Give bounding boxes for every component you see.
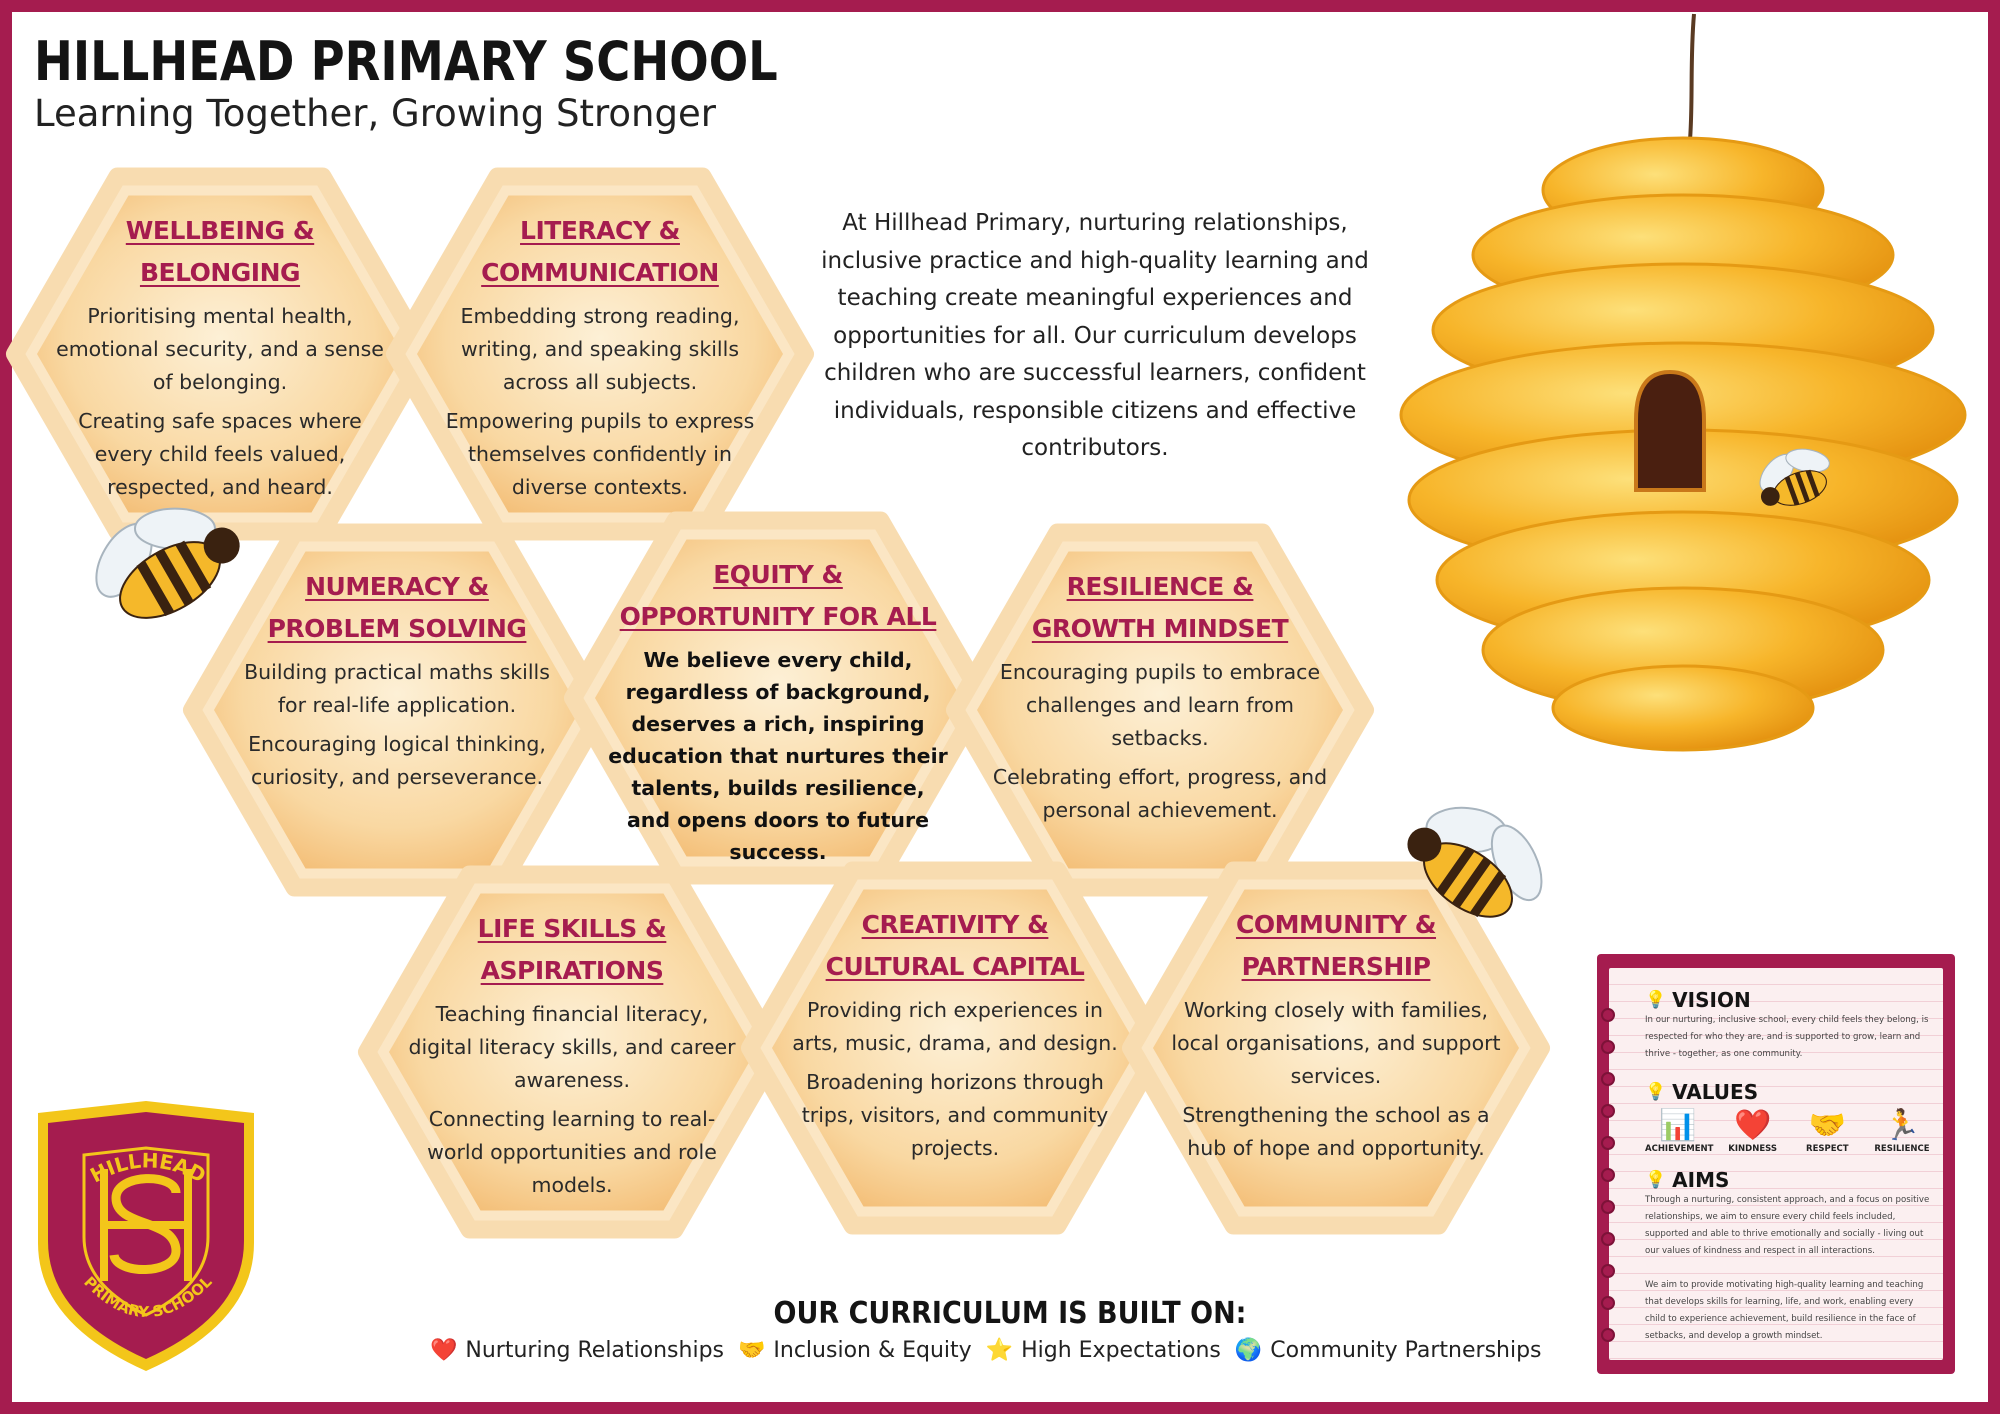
hexagon-paragraph: Building practical maths skills for real-life application. — [244, 660, 550, 717]
notebook-ring — [1601, 1040, 1615, 1054]
hexagon-body — [990, 656, 1330, 827]
hexagon-heading: ASPIRATIONS — [480, 956, 664, 985]
notebook-ring — [1601, 1008, 1615, 1022]
respect-icon: 🤝 — [1808, 1108, 1846, 1143]
hexagon-paragraph: Celebrating effort, progress, and personal achievement. — [992, 765, 1328, 822]
hexagon-body — [785, 994, 1125, 1165]
hexagon-heading: COMMUNICATION — [481, 258, 719, 287]
pillar-label: High Expectations — [1021, 1338, 1221, 1363]
hexagon-paragraph: We believe every child, regardless of background, deserves a rich, inspiring education that nurtures their talents, builds resilience, and opens doors to future success. — [608, 648, 948, 864]
hexagon-body — [50, 300, 390, 504]
value-resilience: 🏃 RESILIENCE — [1869, 1108, 1935, 1154]
hexagon-heading: OPPORTUNITY FOR ALL — [619, 602, 937, 631]
value-kindness: ❤️ KINDNESS — [1720, 1108, 1786, 1154]
pillar-nurturing — [430, 1338, 724, 1363]
hexagon-body — [402, 998, 742, 1202]
aims-text-2: We aim to provide motivating high-quality learning and teaching that develops skills for learning, life, and work, enabling every child to experience achievement, build resilience in the face of setbacks, and develop a growth mindset. — [1645, 1280, 1924, 1341]
hexagon-heading: PARTNERSHIP — [1241, 952, 1431, 981]
hexagon-heading: RESILIENCE & — [1066, 572, 1254, 601]
hexagon-body — [430, 300, 770, 504]
hexagon-heading: LITERACY & — [520, 216, 680, 245]
hexagon-content — [1166, 904, 1506, 1165]
hexagon-paragraph: Prioritising mental health, emotional security, and a sense of belonging. — [56, 304, 384, 394]
hexagon-paragraph: Providing rich experiences in arts, music, drama, and design. — [792, 998, 1118, 1055]
notebook-ring — [1601, 1200, 1615, 1214]
intro-paragraph: At Hillhead Primary, nurturing relationships, inclusive practice and high-quality learning and teaching create meaningful experiences and opportunities for all. Our curriculum develops children who are successful learners, confident individuals, responsible citizens and effective contributors. — [821, 210, 1369, 461]
beehive-illustration — [1401, 14, 1965, 750]
hexagon-paragraph: Creating safe spaces where every child feels valued, respected, and heard. — [78, 409, 362, 499]
hexagon-content — [608, 554, 948, 868]
hexagon-content — [227, 566, 567, 794]
hexagon-heading: COMMUNITY & — [1235, 910, 1437, 939]
aims-section — [1645, 1168, 1935, 1345]
vision-title: VISION — [1672, 988, 1751, 1012]
pillar-inclusion — [738, 1338, 972, 1363]
notebook-ring — [1601, 1168, 1615, 1182]
kindness-icon: ❤️ — [1733, 1108, 1772, 1143]
handshake-icon: 🤝 — [738, 1338, 766, 1363]
hexagon-paragraph: Connecting learning to real-world opportunities and role models. — [427, 1107, 717, 1197]
vision-values-aims-notebook — [1597, 954, 1955, 1374]
hexagon-body — [608, 644, 948, 868]
resilience-icon: 🏃 — [1883, 1108, 1921, 1143]
notebook-paper — [1609, 968, 1943, 1360]
hexagon-paragraph: Working closely with families, local organisations, and support services. — [1171, 998, 1501, 1088]
hexagon-heading: LIFE SKILLS & — [477, 914, 667, 943]
notebook-ring — [1601, 1264, 1615, 1278]
values-title: VALUES — [1672, 1080, 1759, 1104]
hexagon-heading: PROBLEM SOLVING — [267, 614, 527, 643]
hexagon-paragraph: Empowering pupils to express themselves confidently in diverse contexts. — [445, 409, 755, 499]
vision-section — [1645, 988, 1935, 1063]
notebook-ring — [1601, 1328, 1615, 1342]
value-achievement: 📊 ACHIEVEMENT — [1645, 1108, 1714, 1154]
hexagon-heading: GROWTH MINDSET — [1031, 614, 1289, 643]
notebook-ring — [1601, 1104, 1615, 1118]
crest-top-text: HILLHEAD — [86, 1148, 210, 1188]
hexagon-body — [1166, 994, 1506, 1165]
lightbulb-icon: 💡 — [1645, 990, 1667, 1010]
crest-bottom-text: PRIMARY SCHOOL — [80, 1272, 216, 1322]
hexagon-paragraph: Embedding strong reading, writing, and speaking skills across all subjects. — [460, 304, 740, 394]
pillar-label: Nurturing Relationships — [465, 1338, 724, 1363]
notebook-ring — [1601, 1232, 1615, 1246]
hexagon-content — [990, 566, 1330, 827]
lightbulb-icon: 💡 — [1645, 1082, 1667, 1102]
lightbulb-icon: 💡 — [1645, 1170, 1667, 1190]
hexagon-paragraph: Teaching financial literacy, digital literacy skills, and career awareness. — [408, 1002, 736, 1092]
hexagon-heading: CREATIVITY & — [861, 910, 1049, 939]
hexagon-heading: BELONGING — [139, 258, 301, 287]
notebook-ring — [1601, 1296, 1615, 1310]
pillar-community — [1235, 1338, 1542, 1363]
hexagon-heading: NUMERACY & — [305, 572, 489, 601]
hexagon-paragraph: Broadening horizons through trips, visitors, and community projects. — [801, 1070, 1109, 1160]
hexagon-body — [227, 656, 567, 794]
hexagon-paragraph: Encouraging pupils to embrace challenges and learn from setbacks. — [999, 660, 1321, 750]
heart-icon: ❤️ — [430, 1338, 458, 1363]
aims-title: AIMS — [1672, 1168, 1730, 1192]
value-respect: 🤝 RESPECT — [1794, 1108, 1860, 1154]
notebook-ring — [1601, 1136, 1615, 1150]
curriculum-pillars — [430, 1338, 1580, 1363]
hexagon-content — [785, 904, 1125, 1165]
page-subtitle: Learning Together, Growing Stronger — [34, 92, 716, 135]
hexagon-paragraph: Encouraging logical thinking, curiosity, and perseverance. — [248, 732, 546, 789]
curriculum-title: OUR CURRICULUM IS BUILT ON: — [773, 1296, 1247, 1331]
achievement-icon: 📊 — [1659, 1108, 1697, 1143]
hexagon-content — [50, 210, 390, 504]
hexagon-paragraph: Strengthening the school as a hub of hope and opportunity. — [1182, 1103, 1490, 1160]
pillar-label: Community Partnerships — [1270, 1338, 1542, 1363]
hexagon-content — [402, 908, 742, 1202]
pillar-expectations — [986, 1338, 1221, 1363]
hexagon-heading: CULTURAL CAPITAL — [825, 952, 1085, 981]
star-icon: ⭐ — [985, 1338, 1014, 1363]
values-section — [1645, 1080, 1935, 1154]
hexagon-heading: EQUITY & — [713, 560, 843, 589]
page-title: HILLHEAD PRIMARY SCHOOL — [34, 30, 778, 93]
aims-text-1: Through a nurturing, consistent approach, and a focus on positive relationships, we aim to ensure every child feels included, supported and able to thrive emotionally and socially - living out our values of kindness and respect in all interactions. — [1645, 1195, 1930, 1256]
pillar-label: Inclusion & Equity — [773, 1338, 972, 1363]
notebook-ring — [1601, 1072, 1615, 1086]
crest-lettering — [38, 1100, 258, 1380]
globe-icon: 🌍 — [1234, 1338, 1263, 1363]
vision-text: In our nurturing, inclusive school, every child feels they belong, is respected for who they are, and is supported to grow, learn and thrive - together, as one community. — [1645, 1015, 1929, 1059]
hexagon-content — [430, 210, 770, 504]
hexagon-heading: WELLBEING & — [125, 216, 315, 245]
